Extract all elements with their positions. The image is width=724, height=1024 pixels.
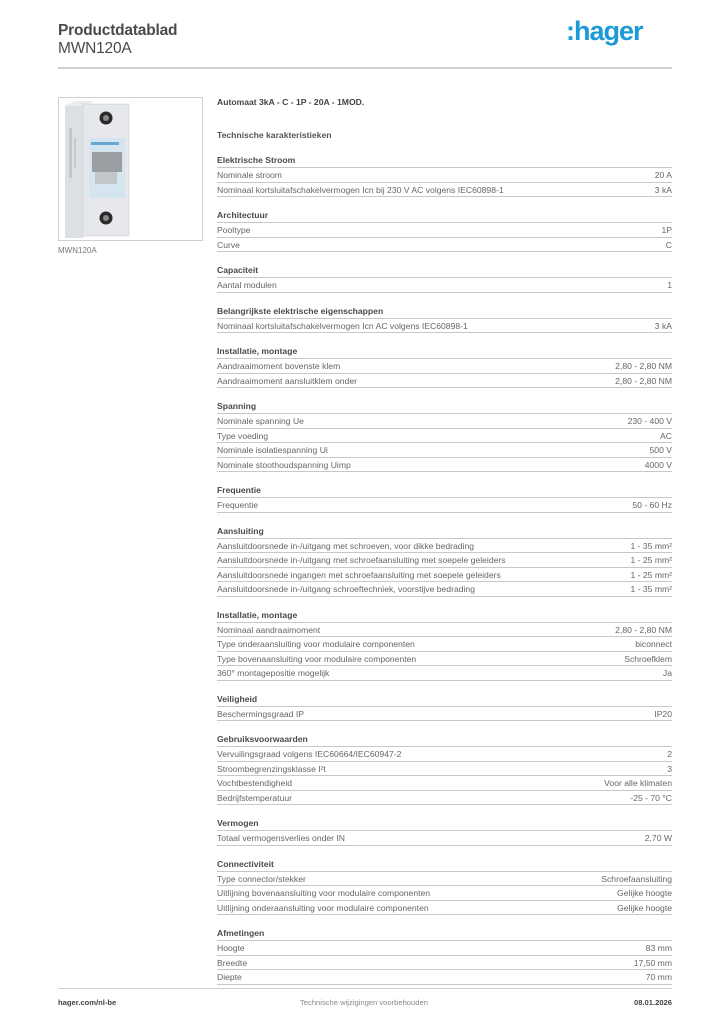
spec-section (217, 154, 672, 197)
spec-row (217, 831, 672, 846)
footer-divider (58, 988, 672, 989)
spec-content (217, 97, 672, 985)
spec-label: Type voeding (217, 430, 269, 441)
spec-label: Nominaal kortsluitafschakelvermogen Icn AC volgens IEC60898-1 (217, 320, 468, 331)
spec-section (217, 264, 672, 293)
spec-value: 2,80 - 2,80 NM (615, 361, 672, 371)
spec-row (217, 666, 672, 681)
spec-label: Curve (217, 239, 240, 250)
spec-value: 3 kA (654, 320, 672, 331)
spec-label: Frequentie (217, 500, 259, 510)
product-model: MWN120A (58, 40, 132, 57)
spec-value: Ja (662, 668, 672, 678)
spec-label: Breedte (217, 957, 248, 968)
spec-row (217, 652, 672, 667)
spec-value: 2 (667, 749, 672, 759)
spec-value: Schroefaansluiting (601, 873, 672, 884)
spec-value: 1P (661, 225, 672, 235)
spec-row (217, 553, 672, 568)
section-heading: Architectuur (217, 209, 672, 223)
spec-value: 1 - 35 mm² (630, 540, 672, 551)
product-image-frame (58, 97, 203, 241)
footer-date: 08.01.2026 (633, 998, 672, 1007)
spec-row (217, 568, 672, 583)
product-description: Automaat 3kA - C - 1P - 20A - 1MOD. (217, 97, 365, 107)
section-heading: Gebruiksvoorwaarden (217, 733, 672, 747)
spec-row (217, 582, 672, 597)
section-heading: Capaciteit (217, 264, 672, 278)
spec-label: Aantal modulen (217, 280, 277, 290)
spec-label: Type connector/stekker (217, 873, 306, 884)
spec-label: Nominale stoothoudspanning Uimp (217, 459, 351, 470)
technical-characteristics-heading: Technische karakteristieken (217, 130, 332, 140)
spec-section (217, 817, 672, 846)
spec-row (217, 238, 672, 253)
section-heading: Belangrijkste elektrische eigenschappen (217, 305, 672, 319)
section-heading: Elektrische Stroom (217, 154, 672, 168)
spec-value: 50 - 60 Hz (632, 500, 672, 510)
footer-disclaimer: Technische wijzigingen voorbehouden (300, 998, 428, 1007)
spec-label: Nominale stroom (217, 170, 282, 180)
spec-section (217, 927, 672, 985)
spec-row (217, 776, 672, 791)
spec-label: Totaal vermogensverlies onder IN (217, 833, 346, 843)
spec-section (217, 400, 672, 472)
spec-value: 4000 V (644, 459, 672, 470)
spec-label: Uitlijning bovenaansluiting voor modulaire componenten (217, 888, 431, 898)
spec-label: Nominale isolatiespanning Ui (217, 445, 328, 455)
spec-row (217, 359, 672, 374)
spec-row (217, 458, 672, 473)
spec-value: 70 mm (645, 972, 672, 982)
logo-colon: : (566, 16, 574, 46)
spec-value: 3 (667, 763, 672, 774)
footer-website-link[interactable]: hager.com/nl-be (58, 998, 117, 1007)
spec-row (217, 872, 672, 887)
spec-row (217, 498, 672, 513)
spec-label: Aansluitdoorsnede ingangen met schroefaansluiting met soepele geleiders (217, 569, 501, 580)
spec-label: 360° montagepositie mogelijk (217, 668, 330, 678)
spec-row (217, 414, 672, 429)
spec-value: Gelijke hoogte (617, 888, 672, 898)
spec-label: Hoogte (217, 943, 245, 953)
spec-label: Vervuilingsgraad volgens IEC60664/IEC60947-2 (217, 749, 402, 759)
spec-row (217, 183, 672, 198)
spec-value: 20 A (654, 170, 672, 180)
spec-row (217, 539, 672, 554)
spec-label: Aandraaimoment bovenste klem (217, 361, 341, 371)
spec-row (217, 319, 672, 334)
section-heading: Installatie, montage (217, 609, 672, 623)
spec-value: AC (660, 430, 672, 441)
spec-row (217, 941, 672, 956)
spec-value: 1 - 25 mm² (630, 569, 672, 580)
spec-label: Nominale spanning Ue (217, 416, 304, 426)
spec-section (217, 305, 672, 334)
spec-label: Aandraaimoment aansluitklem onder (217, 375, 357, 386)
spec-value: 2,70 W (644, 833, 672, 843)
spec-value: Schroefklem (624, 653, 672, 664)
spec-section (217, 525, 672, 597)
spec-section (217, 733, 672, 805)
document-title: Productdatablad (58, 22, 178, 39)
spec-value: 3 kA (654, 184, 672, 195)
spec-row (217, 956, 672, 971)
spec-label: Beschermingsgraad IP (217, 708, 304, 719)
spec-section (217, 484, 672, 513)
spec-value: Gelijke hoogte (617, 902, 672, 913)
spec-row (217, 707, 672, 722)
spec-row (217, 886, 672, 901)
spec-sections (217, 154, 672, 985)
section-heading: Afmetingen (217, 927, 672, 941)
spec-label: Vochtbestendigheid (217, 778, 293, 788)
spec-value: biconnect (635, 639, 672, 649)
spec-label: Type onderaansluiting voor modulaire componenten (217, 639, 415, 649)
spec-row (217, 443, 672, 458)
spec-section (217, 693, 672, 722)
spec-section (217, 609, 672, 681)
spec-label: Type bovenaansluiting voor modulaire componenten (217, 653, 417, 664)
spec-section (217, 345, 672, 388)
spec-row (217, 637, 672, 652)
spec-value: 1 (667, 280, 672, 290)
hager-logo (566, 16, 643, 47)
spec-value: Voor alle klimaten (604, 778, 672, 788)
spec-value: -25 - 70 °C (630, 792, 672, 803)
spec-row (217, 223, 672, 238)
spec-row (217, 791, 672, 806)
section-heading: Installatie, montage (217, 345, 672, 359)
section-heading: Connectiviteit (217, 858, 672, 872)
spec-label: Diepte (217, 972, 242, 982)
product-image-caption: MWN120A (58, 246, 97, 255)
spec-row (217, 623, 672, 638)
spec-value: IP20 (654, 708, 672, 719)
spec-label: Stroombegrenzingsklasse I²t (217, 763, 326, 774)
spec-row (217, 374, 672, 389)
spec-value: 17,50 mm (633, 957, 672, 968)
spec-label: Pooltype (217, 225, 251, 235)
section-heading: Frequentie (217, 484, 672, 498)
spec-label: Aansluitdoorsnede in-/uitgang met schroeven, voor dikke bedrading (217, 540, 475, 551)
spec-label: Bedrijfstemperatuur (217, 792, 292, 803)
section-heading: Veiligheid (217, 693, 672, 707)
spec-label: Nominaal kortsluitafschakelvermogen Icn bij 230 V AC volgens IEC60898-1 (217, 184, 504, 195)
spec-label: Uitlijning onderaansluiting voor modulaire componenten (217, 902, 429, 913)
spec-label: Aansluitdoorsnede in-/uitgang schroeftechniek, voorstijve bedrading (217, 584, 475, 594)
spec-value: 1 - 35 mm² (630, 584, 672, 594)
spec-row (217, 901, 672, 916)
spec-value: 2,80 - 2,80 NM (615, 624, 672, 635)
logo-text: hager (574, 16, 643, 46)
spec-value: 230 - 400 V (627, 416, 672, 426)
spec-section (217, 209, 672, 252)
spec-row (217, 278, 672, 293)
spec-row (217, 168, 672, 183)
spec-label: Aansluitdoorsnede in-/uitgang met schroefaansluiting met soepele geleiders (217, 555, 506, 565)
spec-row (217, 747, 672, 762)
header-divider (58, 67, 672, 69)
spec-row (217, 762, 672, 777)
spec-value: 83 mm (645, 943, 672, 953)
spec-row (217, 429, 672, 444)
section-heading: Vermogen (217, 817, 672, 831)
spec-value: 1 - 25 mm² (630, 555, 672, 565)
spec-label: Nominaal aandraaimoment (217, 624, 321, 635)
spec-value: 2,80 - 2,80 NM (615, 375, 672, 386)
spec-value: 500 V (649, 445, 672, 455)
spec-row (217, 970, 672, 985)
section-heading: Aansluiting (217, 525, 672, 539)
spec-section (217, 858, 672, 916)
section-heading: Spanning (217, 400, 672, 414)
spec-value: C (665, 239, 672, 250)
circuit-breaker-image (59, 98, 202, 240)
